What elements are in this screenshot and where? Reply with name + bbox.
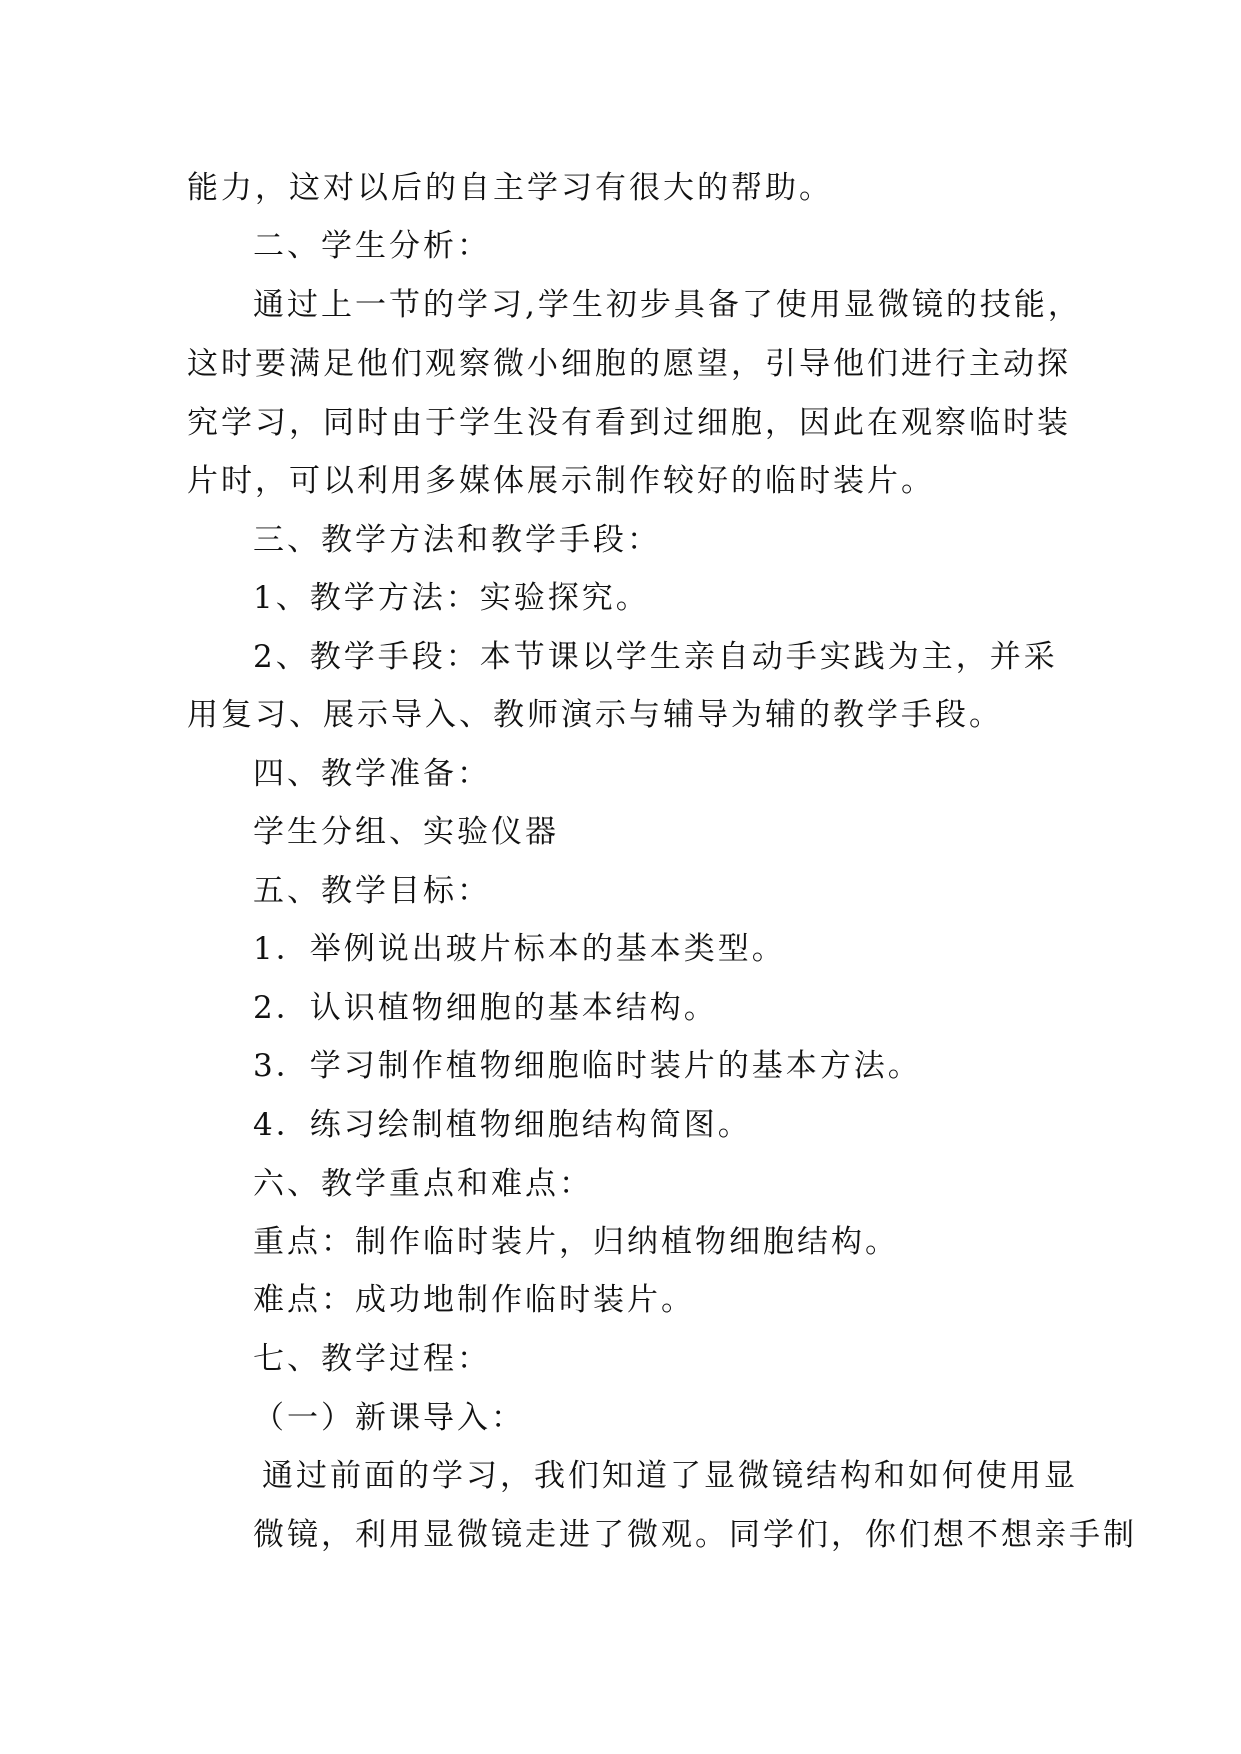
section-heading-student-analysis: 二、学生分析： [253,228,491,264]
section-heading-teaching-methods: 三、教学方法和教学手段： [253,522,661,558]
section-heading-teaching-process: 七、教学过程： [253,1341,491,1377]
section-heading-key-points: 六、教学重点和难点： [253,1166,593,1202]
introduction-line-1: 通过前面的学习，我们知道了显微镜结构和如何使用显 [262,1458,1078,1494]
section-heading-preparation: 四、教学准备： [253,756,491,792]
teaching-means-line-1: 2、教学手段：本节课以学生亲自动手实践为主，并采 [253,639,1058,675]
student-analysis-line-4: 片时，可以利用多媒体展示制作较好的临时装片。 [187,463,935,499]
section-heading-objectives: 五、教学目标： [253,873,491,909]
introduction-line-2: 微镜，利用显微镜走进了微观。同学们，你们想不想亲手制 [253,1517,1137,1553]
teaching-means-line-2: 用复习、展示导入、教师演示与辅导为辅的教学手段。 [187,697,1003,733]
teaching-method-item: 1、教学方法：实验探究。 [253,580,650,616]
paragraph-continuation-line: 能力，这对以后的自主学习有很大的帮助。 [187,170,833,206]
student-analysis-line-3: 究学习，同时由于学生没有看到过细胞，因此在观察临时装 [187,405,1071,441]
student-analysis-line-1: 通过上一节的学习,学生初步具备了使用显微镜的技能， [253,287,1082,323]
subsection-heading-introduction: （一）新课导入： [253,1400,525,1436]
objective-item-4: 4．练习绘制植物细胞结构简图。 [253,1107,752,1143]
student-analysis-line-2: 这时要满足他们观察微小细胞的愿望，引导他们进行主动探 [187,346,1071,382]
objective-item-1: 1．举例说出玻片标本的基本类型。 [253,931,786,967]
objective-item-3: 3．学习制作植物细胞临时装片的基本方法。 [253,1048,922,1084]
objective-item-2: 2．认识植物细胞的基本结构。 [253,990,718,1026]
preparation-text: 学生分组、实验仪器 [253,814,559,850]
key-point-text: 重点：制作临时装片，归纳植物细胞结构。 [253,1224,899,1260]
difficult-point-text: 难点：成功地制作临时装片。 [253,1282,695,1318]
